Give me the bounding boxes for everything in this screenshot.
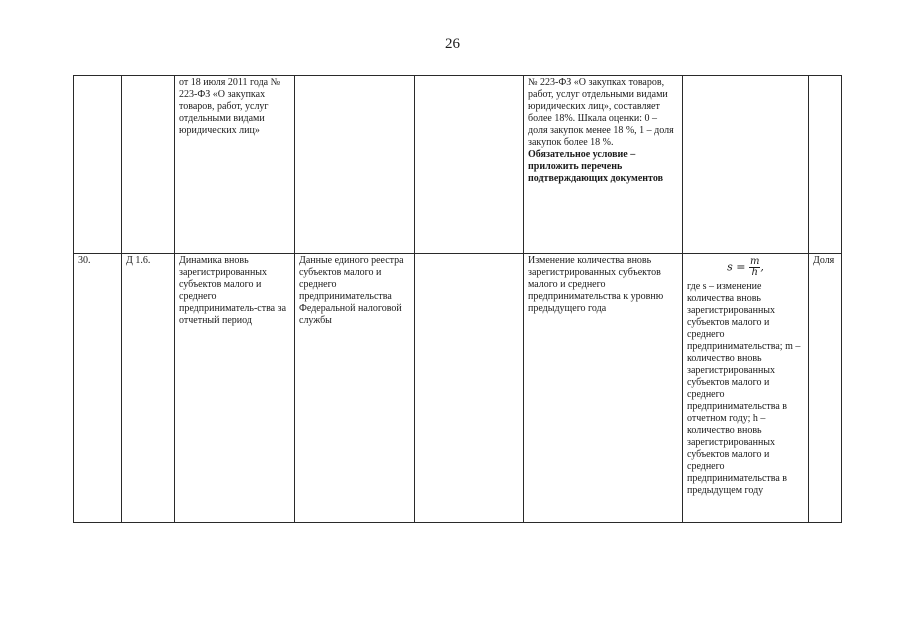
formula-lhs: s = xyxy=(727,260,746,274)
cell-formula xyxy=(683,76,809,254)
cell-indicator-name: от 18 июля 2011 года № 223-ФЗ «О закупках товаров, работ, услуг отдельными видами юридических лиц» xyxy=(175,76,295,254)
formula-fraction xyxy=(749,257,760,278)
method-text: № 223-ФЗ «О закупках товаров, работ, услуг отдельными видами юридических лиц», составляет более 18%. Шкала оценки: 0 – доля закупок менее 18 %, 1 – доля закупок более 18 %. xyxy=(528,77,674,148)
cell-method: Изменение количества вновь зарегистрированных субъектов малого и среднего предпринимательства к уровню предыдущего года xyxy=(524,254,683,523)
cell-indicator-name: Динамика вновь зарегистрированных субъектов малого и среднего предприниматель-ства за отчетный период xyxy=(175,254,295,523)
cell-empty xyxy=(415,76,524,254)
cell-code xyxy=(122,76,175,254)
formula-numerator: m xyxy=(749,256,760,267)
page-number: 26 xyxy=(445,36,460,52)
cell-empty xyxy=(415,254,524,523)
table-row-continuation xyxy=(74,76,842,254)
cell-number: 30. xyxy=(74,254,122,523)
cell-formula xyxy=(683,254,809,523)
cell-unit xyxy=(809,76,842,254)
cell-data-source: Данные единого реестра субъектов малого и среднего предпринимательства Федеральной налоговой службы xyxy=(295,254,415,523)
cell-data-source xyxy=(295,76,415,254)
formula-explanation: где s – изменение количества вновь зарегистрированных субъектов малого и среднего предпринимательства; m – количество вновь зарегистрированных субъектов малого и среднего предпринимательства в отчетном году; h – количество вновь зарегистрированных субъектов малого и среднего предпринимательства в предыдущем году xyxy=(687,281,801,496)
cell-unit: Доля xyxy=(809,254,842,523)
cell-method xyxy=(524,76,683,254)
indicators-table xyxy=(73,75,842,523)
cell-code: Д 1.6. xyxy=(122,254,175,523)
formula-trail: , xyxy=(760,260,764,274)
formula-denominator: h xyxy=(751,267,758,278)
formula xyxy=(687,257,804,278)
cell-number xyxy=(74,76,122,254)
table-row-30 xyxy=(74,254,842,523)
method-mandatory-condition: Обязательное условие – приложить перечень подтверждающих документов xyxy=(528,149,663,184)
